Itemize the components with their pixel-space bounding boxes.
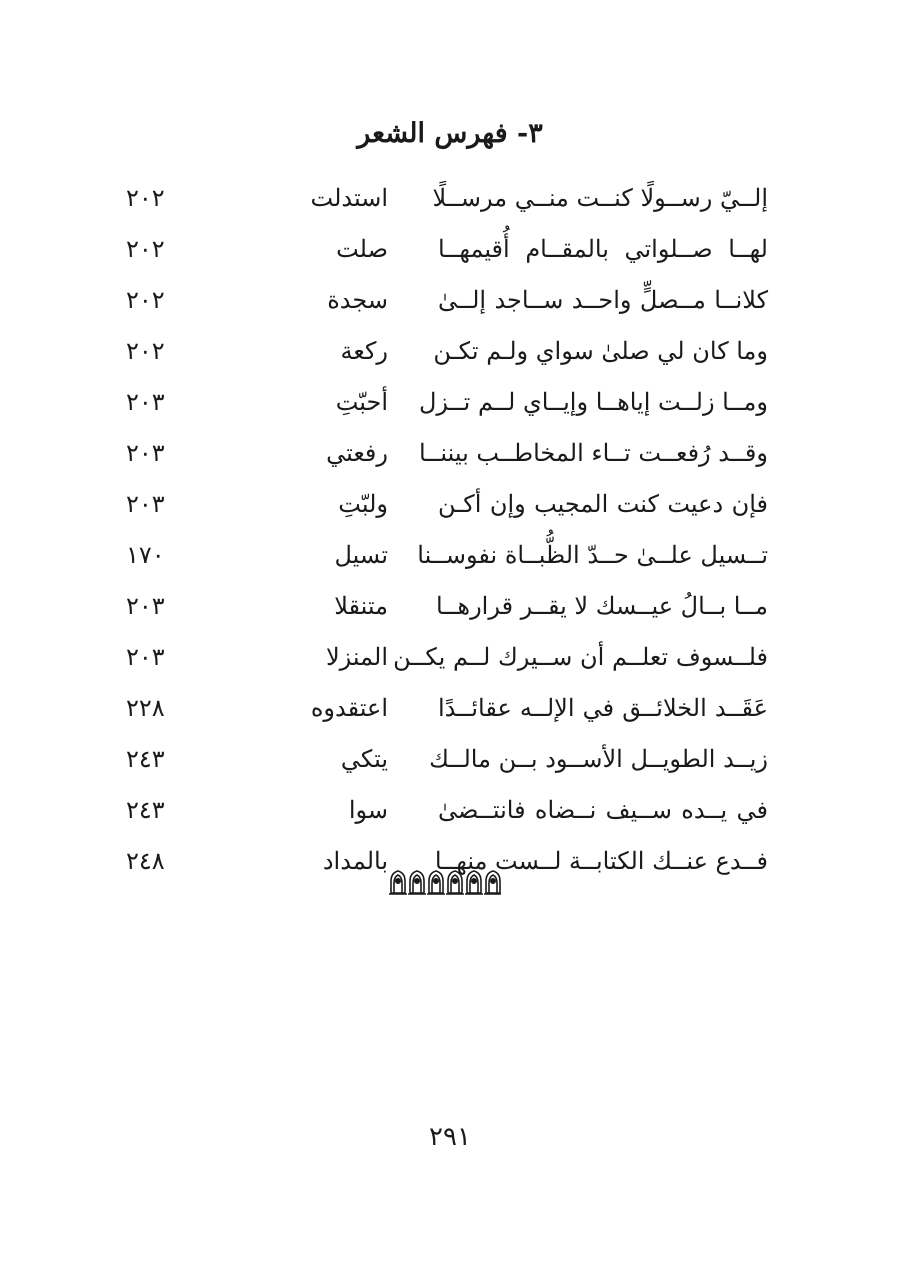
- page-number: ٢٩١: [429, 1122, 471, 1152]
- verse-text: زيــد الطويــل الأســود بــن مالــك: [429, 745, 768, 773]
- page-reference: ٢٤٣: [126, 796, 165, 824]
- page-reference: ٢٠٢: [126, 286, 165, 314]
- index-row: [0, 176, 900, 227]
- verse-text: تــسيل علــىٰ حــدّ الظُّبــاة نفوســنا: [417, 541, 768, 569]
- index-row: [0, 686, 900, 737]
- index-row: [0, 380, 900, 431]
- index-row: [0, 635, 900, 686]
- index-row: [0, 482, 900, 533]
- page-reference: ٢٢٨: [126, 694, 165, 722]
- page-reference: ٢٠٢: [126, 235, 165, 263]
- rhyme-word: متنقلا: [334, 592, 388, 620]
- page-reference: ٢٠٢: [126, 184, 165, 212]
- index-row: [0, 278, 900, 329]
- poetry-index-list: [0, 176, 900, 890]
- floral-ornament-icon: [388, 867, 502, 897]
- verse-text: ومــا زلــت إياهــا وإيــاي لــم تــزل: [418, 388, 768, 416]
- verse-text: إلــيّ رســولًا كنــت منــي مرســلًا: [432, 184, 768, 212]
- page-reference: ٢٤٣: [126, 745, 165, 773]
- rhyme-word: ركعة: [340, 337, 388, 365]
- rhyme-word: تسيل: [334, 541, 388, 569]
- verse-text: لهــا صــلواتي بالمقــام أُقيمهــا: [438, 235, 768, 263]
- verse-text: مــا بــالُ عيــسك لا يقــر قرارهــا: [436, 592, 768, 620]
- verse-text: وقــد رُفعــت تــاء المخاطــب بيننــا: [418, 439, 768, 467]
- verse-text: في يــده ســيف نــضاه فانتــضىٰ: [438, 796, 768, 824]
- index-row: [0, 431, 900, 482]
- rhyme-word: سوا: [348, 796, 388, 824]
- page-reference: ٢٠٣: [126, 388, 165, 416]
- verse-text: فإن دعيت كنت المجيب وإن أكـن: [438, 490, 768, 518]
- rhyme-word: رفعتي: [326, 439, 388, 467]
- page-reference: ٢٠٣: [126, 439, 165, 467]
- index-row: [0, 227, 900, 278]
- page-reference: ٢٠٣: [126, 592, 165, 620]
- page-reference: ٢٠٣: [126, 643, 165, 671]
- rhyme-word: المنزلا: [325, 643, 388, 671]
- page-reference: ٢٠٣: [126, 490, 165, 518]
- rhyme-word: يتكي: [340, 745, 388, 773]
- rhyme-word: اعتقدوه: [310, 694, 388, 722]
- verse-text: فــدع عنــك الكتابــة لــست منهــا: [434, 847, 768, 875]
- index-row: [0, 584, 900, 635]
- section-title: ٣- فهرس الشعر: [357, 118, 543, 149]
- verse-text: وما كان لي صلىٰ سواي ولـم تكـن: [433, 337, 768, 365]
- index-row: [0, 788, 900, 839]
- page-reference: ٢٠٢: [126, 337, 165, 365]
- rhyme-word: صلت: [336, 235, 388, 263]
- page-reference: ١٧٠: [126, 541, 165, 569]
- index-row: [0, 737, 900, 788]
- verse-text: عَقَــد الخلائــق في الإلــه عقائــدًا: [438, 694, 768, 722]
- rhyme-word: سجدة: [327, 286, 388, 314]
- rhyme-word: أحبّتِ: [335, 388, 388, 416]
- verse-text: كلانــا مــصلٍّ واحــد ســاجد إلــىٰ: [438, 286, 768, 314]
- index-row: [0, 329, 900, 380]
- rhyme-word: استدلت: [310, 184, 388, 212]
- rhyme-word: ولبّتِ: [338, 490, 388, 518]
- index-row: [0, 533, 900, 584]
- verse-text: فلــسوف تعلــم أن ســيرك لــم يكــن: [393, 643, 768, 671]
- page-reference: ٢٤٨: [126, 847, 165, 875]
- rhyme-word: بالمداد: [322, 847, 388, 875]
